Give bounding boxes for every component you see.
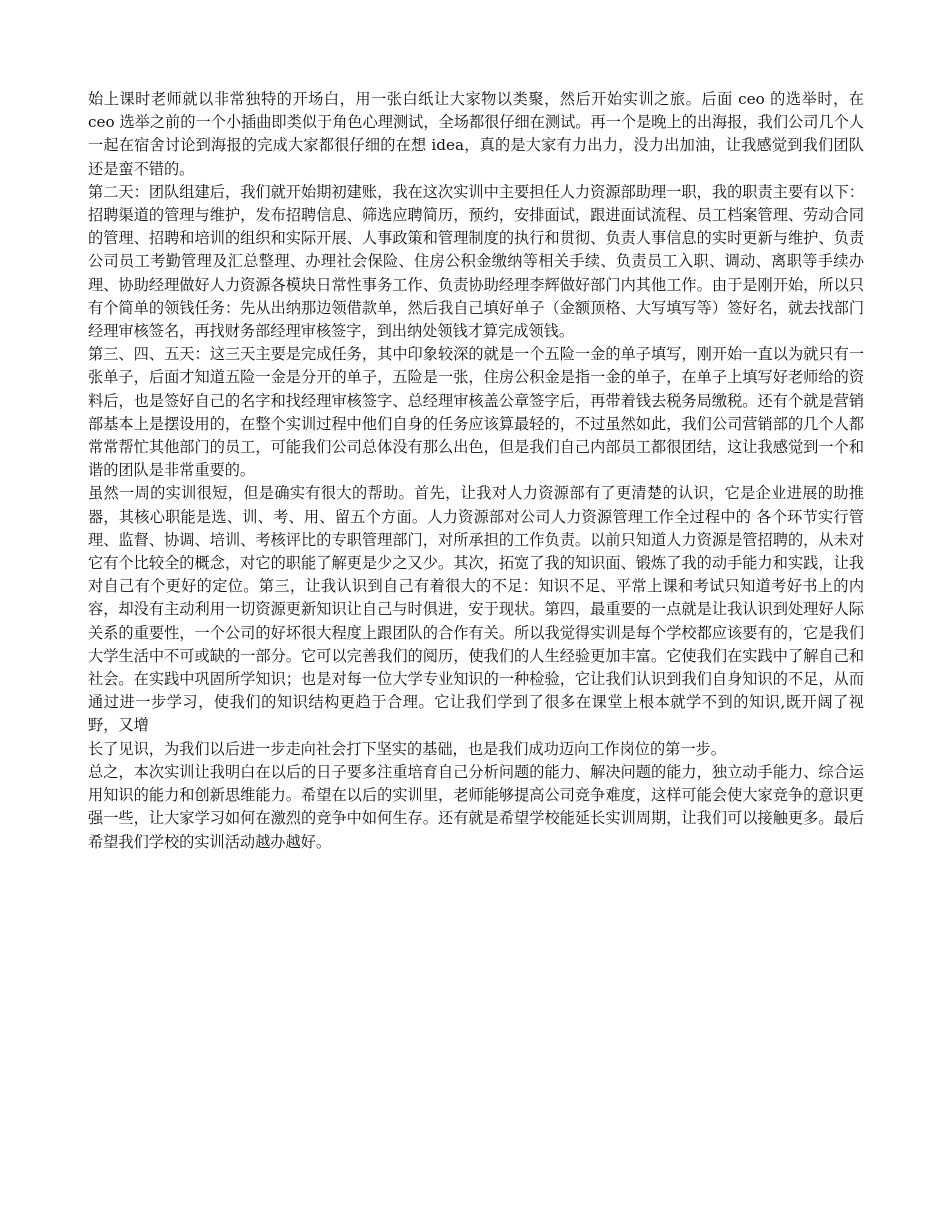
paragraph-opening: 始上课时老师就以非常独特的开场白，用一张白纸让大家物以类聚，然后开始实训之旅。后面 ceo 的选举时，在 ceo 选举之前的一个小插曲即类似于角色心理测试，全场都很仔细在测试。再一个是晚上的出海报，我们公司几个人一起在宿舍讨论到海报的完成大家都很仔细的在想 idea，真的是大家有力出力，没力出加油，让我感觉到我们团队还是蛮不错的。 [88, 90, 864, 178]
paragraph-conclusion: 总之，本次实训让我明白在以后的日子要多注重培育自己分析问题的能力、解决问题的能力，独立动手能力、综合运用知识的能力和创新思维能力。希望在以后的实训里，老师能够提高公司竞争难度，这样可能会使大家竞争的意识更强一些，让大家学习如何在激烈的竞争中如何生存。还有就是希望学校能延长实训周期，让我们可以接触更多。最后希望我们学校的实训活动越办越好。 [88, 762, 864, 851]
paragraph-days-three-to-five: 第三、四、五天：这三天主要是完成任务，其中印象较深的就是一个五险一金的单子填写，刚开始一直以为就只有一张单子，后面才知道五险一金是分开的单子，五险是一张，住房公积金是指一金的单子，在单子上填写好老师给的资料后，也是签好自己的名字和找经理审核签字、总经理审核盖公章签字后，再带着钱去税务局缴税。还有个就是营销部基本上是摆设用的，在整个实训过程中他们自身的任务应该算最轻的，不过虽然如此，我们公司营销部的几个人都常常帮忙其他部门的员工，可能我们公司总体没有那么出色，但是我们自己内部员工都很团结，这让我感觉到一个和谐的团队是非常重要的。 [88, 345, 864, 480]
paragraph-reflection: 虽然一周的实训很短，但是确实有很大的帮助。首先，让我对人力资源部有了更清楚的认识，它是企业进展的助推器，其核心职能是选、训、考、用、留五个方面。人力资源部对公司人力资源管理工作全过程中的 各个环节实行管理、监督、协调、培训、考核评比的专职管理部门，对所承担的工作负责。以前只知道人力资源是管招聘的，从未对它有个比较全的概念，对它的职能了解更是少之又少。其次，拓宽了我的知识面、锻炼了我的动手能力和实践，让我对自己有个更好的定位。第三，让我认识到自己有着很大的不足：知识不足、平常上课和考试只知道考好书上的内容，却没有主动利用一切资源更新知识让自己与时俱进，安于现状。第四，最重要的一点就是让我认识到处理好人际关系的重要性，一个公司的好坏很大程度上跟团队的合作有关。所以我觉得实训是每个学校都应该要有的，它是我们大学生活中不可或缺的一部分。它可以完善我们的阅历，使我们的人生经验更加丰富。它使我们在实践中了解自己和社会。在实践中巩固所学知识；也是对每一位大学专业知识的一种检验，它让我们认识到我们自身知识的不足，从而通过进一步学习，使我们的知识结构更趋于合理。它让我们学到了很多在课堂上根本就学不到的知识,既开阔了视野，又增 [88, 484, 864, 735]
document-body [88, 88, 864, 854]
paragraph-day-two: 第二天：团队组建后，我们就开始期初建账，我在这次实训中主要担任人力资源部助理一职，我的职责主要有以下：招聘渠道的管理与维护，发布招聘信息、筛选应聘简历，预约，安排面试，跟进面试流程、员工档案管理、劳动合同的管理、招聘和培训的组织和实际开展、人事政策和管理制度的执行和贯彻、负责人事信息的实时更新与维护、负责公司员工考勤管理及汇总整理、办理社会保险、住房公积金缴纳等相关手续、负责员工入职、调动、离职等手续办理、协助经理做好人力资源各模块日常性事务工作、负责协助经理李辉做好部门内其他工作。由于是刚开始，所以只有个简单的领钱任务：先从出纳那边领借款单，然后我自己填好单子（金额顶格、大写填写等）签好名，就去找部门经理审核签名，再找财务部经理审核签字，到出纳处领钱才算完成领钱。 [88, 182, 864, 341]
paragraph-reflection-continued: 长了见识，为我们以后进一步走向社会打下坚实的基础，也是我们成功迈向工作岗位的第一步。 [88, 739, 726, 758]
